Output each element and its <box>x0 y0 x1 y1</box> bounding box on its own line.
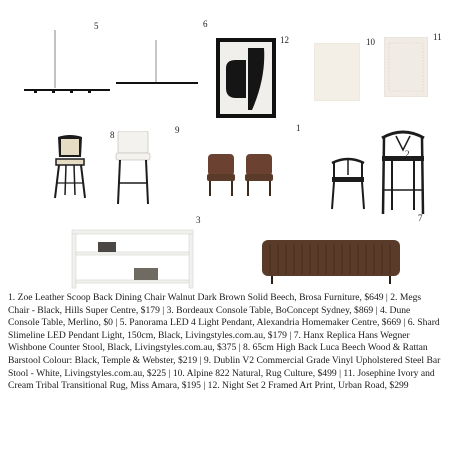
josephine-rug-image <box>384 37 428 97</box>
panorama-pendant-image <box>22 30 112 100</box>
megs-chair-image <box>328 155 368 210</box>
label-2: 2 <box>405 149 410 159</box>
label-1: 1 <box>296 123 301 133</box>
label-6: 6 <box>203 19 208 29</box>
label-8: 8 <box>110 130 115 140</box>
dune-console-image <box>258 238 404 286</box>
label-7: 7 <box>418 213 423 223</box>
alpine-rug-image <box>314 43 360 101</box>
label-12: 12 <box>280 35 289 45</box>
product-caption: 1. Zoe Leather Scoop Back Dining Chair Walnut Dark Brown Solid Beech, Brosa Furniture, $649 | 2. Megs Chair - Black, Hills Super Centre, $179 | 3. Bordeaux Console Table, BoConcept Sydney, $869 | 4. Dune Console Table, Merlino, $0 | 5. Panorama LED 4 Light Pendant, Alexandria Homemaker Centre, $669 | 6. Shard Slimeline LED Pendant Light, 150cm, Black, Livingstyles.com.au, $179 | 7. Hanx Replica Hans Wegner Wishbone Counter Stool, Black, Livingstyles.com.au, $375 | 8. 65cm High Back Luca Beech Wood & Rattan Barstool Colour: Black, Temple & Webster, $219 | 9. Dublin V2 Commercial Grade Vinyl Upholstered Steel Bar Stool - White, Livingstyles.com.au, $225 | 10. Alpine 822 Natural, Rug Culture, $499 | 11. Josephine Ivory and Cream Tribal Transitional Rug, Miss Amara, $195 | 12. Night Set 2 Framed Art Print, Urban Road, $299 <box>8 292 441 392</box>
art-print-image <box>216 38 276 118</box>
label-9: 9 <box>175 125 180 135</box>
label-5: 5 <box>94 21 99 31</box>
wishbone-counter-stool-image <box>378 128 428 216</box>
label-3: 3 <box>196 215 201 225</box>
dublin-barstool-image <box>113 131 153 206</box>
label-10: 10 <box>366 37 375 47</box>
zoe-dining-chairs-image <box>204 152 276 197</box>
shard-pendant-image <box>112 40 202 90</box>
bordeaux-console-image <box>70 228 195 290</box>
label-11: 11 <box>433 32 442 42</box>
rattan-barstool-image <box>50 135 90 200</box>
